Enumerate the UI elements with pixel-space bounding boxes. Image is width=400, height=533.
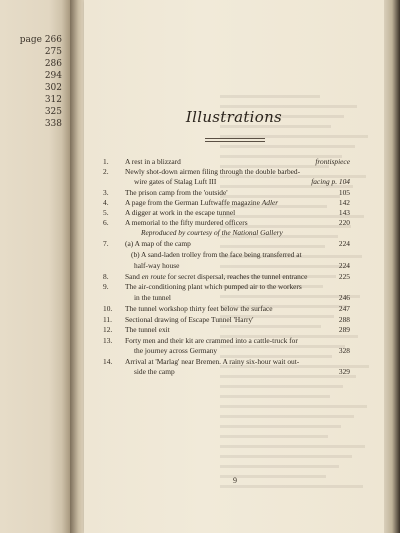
entry-text-part: Arrival at 'Marlag' near Bremen. A rainy six-hour wait out-: [125, 357, 300, 366]
page-number: 294: [44, 71, 62, 81]
entry-text: [125, 325, 170, 334]
entry-page-number: frontispiece: [315, 157, 350, 166]
entry-page-number: 220: [338, 218, 350, 227]
entry-number: 2.: [103, 167, 109, 176]
entry-text-part: (b) A sand-laden trolley from the face being transferred at: [131, 250, 302, 259]
entry-text: [125, 188, 228, 197]
entry-text: [141, 228, 283, 237]
entry-number: 10.: [103, 304, 113, 313]
entry-text-part: Sectional drawing of Escape Tunnel 'Harry': [125, 315, 254, 324]
entry-text-italic: en route: [141, 272, 166, 281]
show-through-line: [220, 485, 363, 488]
entry-page-number: 143: [338, 208, 350, 217]
entry-text-part: The air-conditioning plant which pumped air to the workers: [125, 282, 302, 291]
show-through-line: [220, 425, 341, 428]
entry-text-part: The tunnel workshop thirty feet below the surface: [125, 304, 273, 313]
title-rule: [205, 141, 265, 142]
show-through-line: [220, 95, 320, 98]
page-number: 325: [44, 107, 62, 117]
show-through-line: [220, 145, 355, 148]
entry-number: 1.: [103, 157, 109, 166]
show-through-line: [220, 415, 354, 418]
page-edge: [384, 0, 400, 533]
entry-text: [125, 157, 181, 166]
entry-number: 4.: [103, 198, 109, 207]
page-number: 286: [44, 59, 62, 69]
entry-text-part: in the tunnel: [134, 293, 171, 302]
gutter: [70, 0, 84, 533]
entry-text: [125, 208, 235, 217]
entry-page-number: 247: [338, 304, 350, 313]
entry-text-part: (a) A map of the camp: [125, 239, 191, 248]
page-number: 338: [44, 119, 62, 129]
entry-text-italic: Adler: [261, 198, 279, 207]
entry-text-part: A rest in a blizzard: [125, 157, 181, 166]
entry-text-part: Newly shot-down airmen filing through the double barbed-: [125, 167, 301, 176]
entry-text: [125, 198, 278, 207]
entry-number: 14.: [103, 357, 113, 366]
page-number: 266: [44, 35, 62, 45]
entry-page-number: facing p. 104: [311, 177, 350, 186]
entry-page-number: 288: [338, 315, 350, 324]
show-through-line: [220, 445, 365, 448]
left-page-line: [6, 34, 62, 46]
entry-number: 12.: [103, 325, 113, 334]
entry-page-number: 246: [338, 293, 350, 302]
show-through-line: [220, 245, 325, 248]
entry-text-part: A page from the German Luftwaffe magazine: [125, 198, 260, 207]
entry-page-number: 224: [338, 239, 350, 248]
entry-text-part: side the camp: [134, 367, 175, 376]
entry-number: 13.: [103, 336, 113, 345]
entry-number: 3.: [103, 188, 109, 197]
entry-text: [131, 250, 302, 259]
entry-text: [125, 239, 191, 248]
entry-text-part: The tunnel exit: [125, 325, 170, 334]
entry-page-number: 142: [338, 198, 350, 207]
entry-text: [134, 177, 216, 186]
title-rule: [205, 138, 265, 139]
entry-page-number: 289: [338, 325, 350, 334]
entry-text: [125, 357, 299, 366]
show-through-line: [220, 385, 343, 388]
entry-text-part: The prison camp from the 'outside': [125, 188, 228, 197]
entry-page-number: 105: [338, 188, 350, 197]
entry-text: [125, 272, 307, 281]
entry-text-part: Sand: [125, 272, 140, 281]
entry-text: [125, 336, 298, 345]
page-title: Illustrations: [185, 108, 283, 126]
show-through-line: [220, 465, 339, 468]
page-number: 275: [44, 47, 62, 57]
entry-number: 11.: [103, 315, 112, 324]
show-through-line: [220, 455, 352, 458]
entry-text-part: A memorial to the fifty murdered officers: [125, 218, 248, 227]
show-through-line: [220, 435, 328, 438]
entry-number: 9.: [103, 282, 109, 291]
entry-number: 5.: [103, 208, 109, 217]
entry-text: [134, 293, 171, 302]
entry-page-number: 329: [338, 367, 350, 376]
entry-number: 6.: [103, 218, 109, 227]
entry-text: [125, 315, 253, 324]
entry-text-part: Reproduced by courtesy of the National Gallery: [141, 228, 283, 237]
entry-number: 8.: [103, 272, 109, 281]
entry-text-part: the journey across Germany: [134, 346, 218, 355]
entry-text: [125, 282, 302, 291]
page-number: 312: [44, 95, 62, 105]
entry-text: [134, 367, 175, 376]
entry-text: [134, 346, 217, 355]
entry-text: [125, 218, 248, 227]
left-page: [0, 0, 70, 533]
entry-text-part: wire gates of Stalag Luft III: [134, 177, 217, 186]
page-number: 302: [44, 83, 62, 93]
page-label: page: [19, 35, 42, 45]
entry-text-part: for secret dispersal, reaches the tunnel entrance: [167, 272, 308, 281]
entry-page-number: 225: [338, 272, 350, 281]
entry-page-number: 224: [338, 261, 350, 270]
show-through-line: [220, 395, 330, 398]
entry-number: 7.: [103, 239, 109, 248]
show-through-line: [220, 405, 367, 408]
entry-text-part: Forty men and their kit are crammed into a cattle-truck for: [125, 336, 298, 345]
entry-text-part: A digger at work in the escape tunnel: [125, 208, 236, 217]
entry-text: [125, 167, 300, 176]
entry-text: [134, 261, 179, 270]
entry-text-part: half-way house: [134, 261, 180, 270]
entry-page-number: 328: [338, 346, 350, 355]
page-folio: 9: [233, 476, 237, 485]
entry-text: [125, 304, 273, 313]
show-through-line: [220, 325, 321, 328]
